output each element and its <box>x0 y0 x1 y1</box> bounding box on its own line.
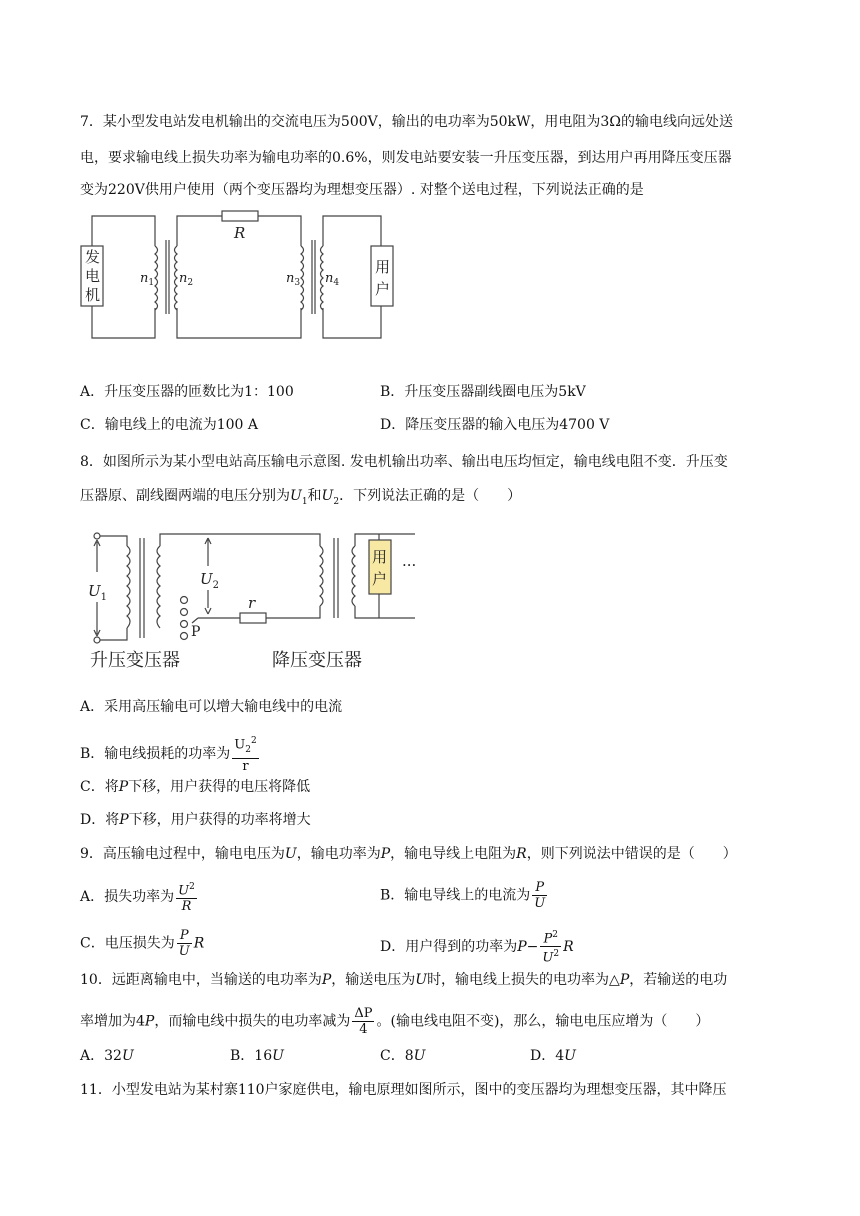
U1-label: $U_1$ <box>88 582 108 603</box>
q10-option-c[interactable]: C．8U <box>380 1048 426 1064</box>
U2-label: $U_2$ <box>200 570 220 591</box>
q7-text-line-3: 变为220V供用户使用（两个变压器均为理想变压器）. 对整个送电过程，下列说法正确的是 <box>80 182 644 198</box>
q8-circuit-diagram <box>80 520 425 676</box>
dots-label: ··· <box>402 556 417 574</box>
q7-text-line-2: 电，要求输电线上损失功率为输电功率的0.6%，则发电站要安装一升压变压器，到达用户再用降压变压器 <box>80 150 732 166</box>
step-down-label: 降压变压器 <box>272 650 362 671</box>
q8-text-line-1: 8．如图所示为某小型电站高压输电示意图. 发电机输出功率、输出电压均恒定，输电线电阻不变．升压变 <box>80 454 728 470</box>
n1-label: $n_1$ <box>140 271 155 288</box>
q8-text-line-2: 压器原、副线圈两端的电压分别为$U_1$和$U_2$．下列说法正确的是（ ） <box>80 488 522 507</box>
q9-option-c[interactable]: C．电压损失为 $\frac{P}{U}$ R <box>80 928 205 959</box>
q10-option-a[interactable]: A．32U <box>80 1048 134 1064</box>
q10-option-d[interactable]: D．4U <box>530 1048 576 1064</box>
q11-text-line-1: 11．小型发电站为某村寨110户家庭供电，输电原理如图所示，图中的变压器均为理想变压器，其中降压 <box>80 1082 727 1098</box>
user-label-1: 用 <box>375 258 391 276</box>
q7-text-line-1: 7．某小型发电站发电机输出的交流电压为500V，输出的电功率为50kW，用电阻为3Ω的输电线向远处送 <box>80 114 733 130</box>
n3-label: $n_3$ <box>286 271 301 288</box>
q7-option-a[interactable]: A．升压变压器的匝数比为1：100 <box>80 384 294 400</box>
r-label: r <box>248 594 256 612</box>
q8-user-label-1: 用 <box>372 548 388 566</box>
q10-text-line-1: 10．远距离输电中，当输送的电功率为P，输送电压为U时，输电线上损失的电功率为△P，若输送的电功 <box>80 972 728 988</box>
resistor-label-R: R <box>234 224 246 242</box>
q8-option-d[interactable]: D．将P下移，用户获得的功率将增大 <box>80 812 311 828</box>
q8-option-b[interactable]: B．输电线损耗的功率为 $\frac{U_2^2}{r}$ <box>80 736 257 774</box>
user-label-2: 户 <box>375 280 391 298</box>
generator-label-2: 电 <box>85 267 101 285</box>
q10-option-b[interactable]: B．16U <box>230 1048 284 1064</box>
P-slider-label: P <box>191 624 201 640</box>
n2-label: $n_2$ <box>179 271 194 288</box>
q9-option-d[interactable]: D．用户得到的功率为P− $\frac{P^2}{U^2}$ R <box>380 930 574 966</box>
q8-user-label-2: 户 <box>372 570 388 588</box>
q7-option-b[interactable]: B．升压变压器副线圈电压为5kV <box>380 384 586 400</box>
step-up-label: 升压变压器 <box>90 650 180 671</box>
q7-option-d[interactable]: D．降压变压器的输入电压为4700 V <box>380 417 610 433</box>
q9-option-b[interactable]: B．输电导线上的电流为 $\frac{P}{U}$ <box>380 880 546 911</box>
q7-option-c[interactable]: C．输电线上的电流为100 A <box>80 417 258 433</box>
q8-option-a[interactable]: A．采用高压输电可以增大输电线中的电流 <box>80 699 343 715</box>
q8-option-c[interactable]: C．将P下移，用户获得的电压将降低 <box>80 779 311 795</box>
q9-text-line-1: 9．高压输电过程中，输电电压为U，输电功率为P，输电导线上电阻为R，则下列说法中错误的是（ ） <box>80 846 737 862</box>
n4-label: $n_4$ <box>325 271 340 288</box>
q9-option-a[interactable]: A．损失功率为 $\frac{U^2}{R}$ <box>80 882 195 915</box>
q10-text-line-2: 率增加为4P，而输电线中损失的电功率减为 $\frac{\Delta P}{4}$ 。(输电线电阻不变)，那么，输电电压应增为（ ） <box>80 1006 710 1037</box>
q7-circuit-diagram <box>70 202 410 344</box>
generator-label-3: 机 <box>85 286 101 304</box>
generator-label-1: 发 <box>85 248 101 266</box>
